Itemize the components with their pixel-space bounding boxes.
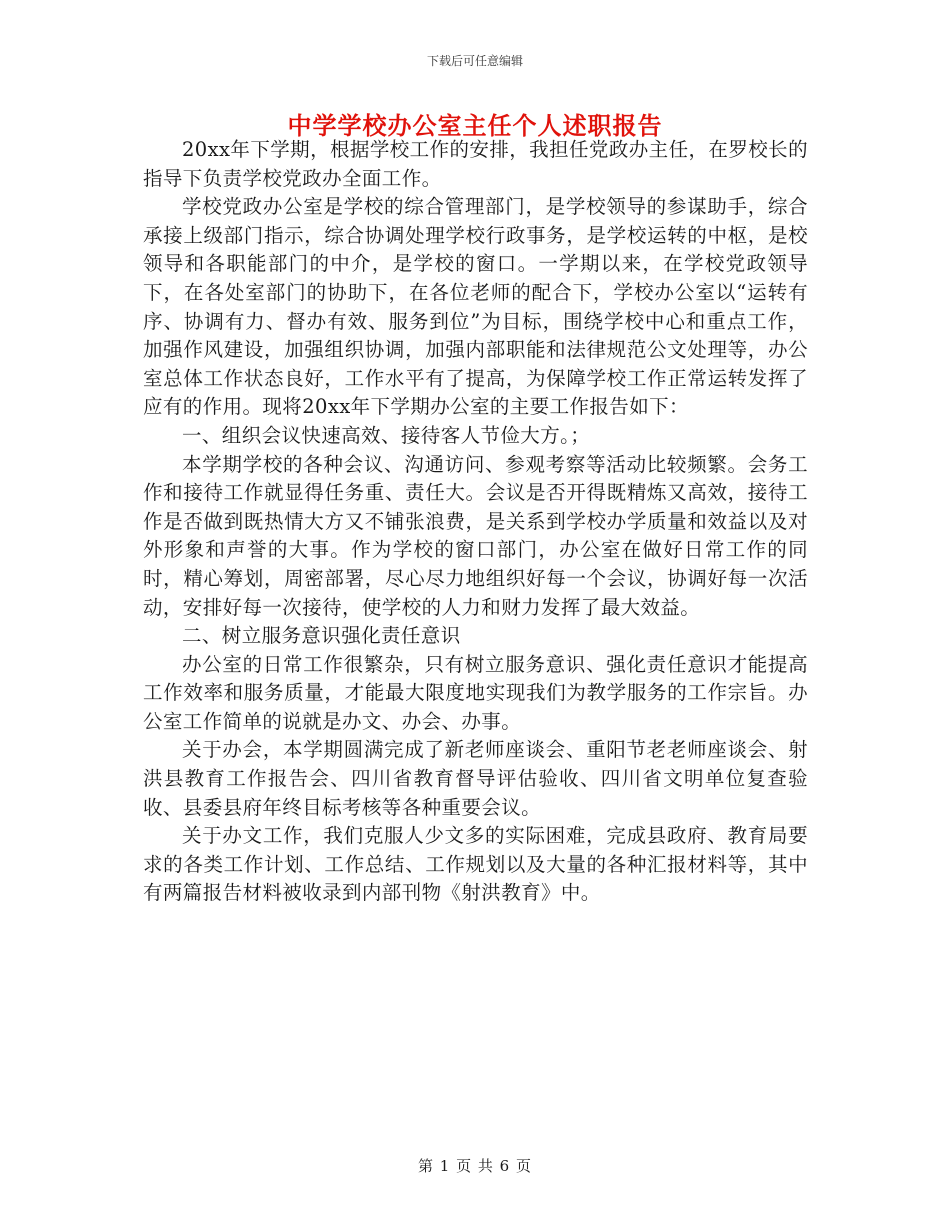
paragraph-service: 办公室的日常工作很繁杂，只有树立服务意识、强化责任意识才能提高工作效率和服务质量，才能最大限度地实现我们为教学服务的工作宗旨。办公室工作简单的说就是办文、办会、办事。 <box>143 652 808 733</box>
section-heading-2: 二、树立服务意识强化责任意识 <box>182 624 461 648</box>
paragraph-office-overview: 学校党政办公室是学校的综合管理部门，是学校领导的参谋助手，综合承接上级部门指示，综合协调处理学校行政事务，是学校运转的中枢，是校领导和各职能部门的中介，是学校的窗口。一学期以来，在学校党政领导下，在各处室部门的协助下，在各位老师的配合下，学校办公室以“运转有序、协调有力、督办有效、服务到位”为目标，围绕学校中心和重点工作，加强作风建设，加强组织协调，加强内部职能和法律规范公文处理等，办公室总体工作状态良好，工作水平有了提高，为保障学校工作正常运转发挥了应有的作用。现将20xx年下学期办公室的主要工作报告如下： <box>143 195 808 419</box>
paragraph-conferences: 关于办会，本学期圆满完成了新老师座谈会、重阳节老老师座谈会、射洪县教育工作报告会、四川省教育督导评估验收、四川省文明单位复查验收、县委县府年终目标考核等各种重要会议。 <box>143 738 808 819</box>
page-number-footer: 第 1 页 共 6 页 <box>418 1157 532 1175</box>
paragraph-intro: 20xx年下学期，根据学校工作的安排，我担任党政办主任，在罗校长的指导下负责学校党政办全面工作。 <box>143 138 808 190</box>
page-header-note: 下载后可任意编辑 <box>426 54 523 68</box>
paragraph-documents: 关于办文工作，我们克服人少文多的实际困难，完成县政府、教育局要求的各类工作计划、工作总结、工作规划以及大量的各种汇报材料等，其中有两篇报告材料被收录到内部刊物《射洪教育》中。 <box>143 824 808 905</box>
paragraph-meetings: 本学期学校的各种会议、沟通访问、参观考察等活动比较频繁。会务工作和接待工作就显得任务重、责任大。会议是否开得既精炼又高效，接待工作是否做到既热情大方又不铺张浪费，是关系到学校办学质量和效益以及对外形象和声誉的大事。作为学校的窗口部门，办公室在做好日常工作的同时，精心筹划，周密部署，尽心尽力地组织好每一个会议，协调好每一次活动，安排好每一次接待，使学校的人力和财力发挥了最大效益。 <box>143 452 808 619</box>
section-heading-1: 一、组织会议快速高效、接待客人节俭大方。； <box>182 423 591 447</box>
document-body <box>143 136 808 908</box>
document-title: 中学学校办公室主任个人述职报告 <box>287 111 663 140</box>
